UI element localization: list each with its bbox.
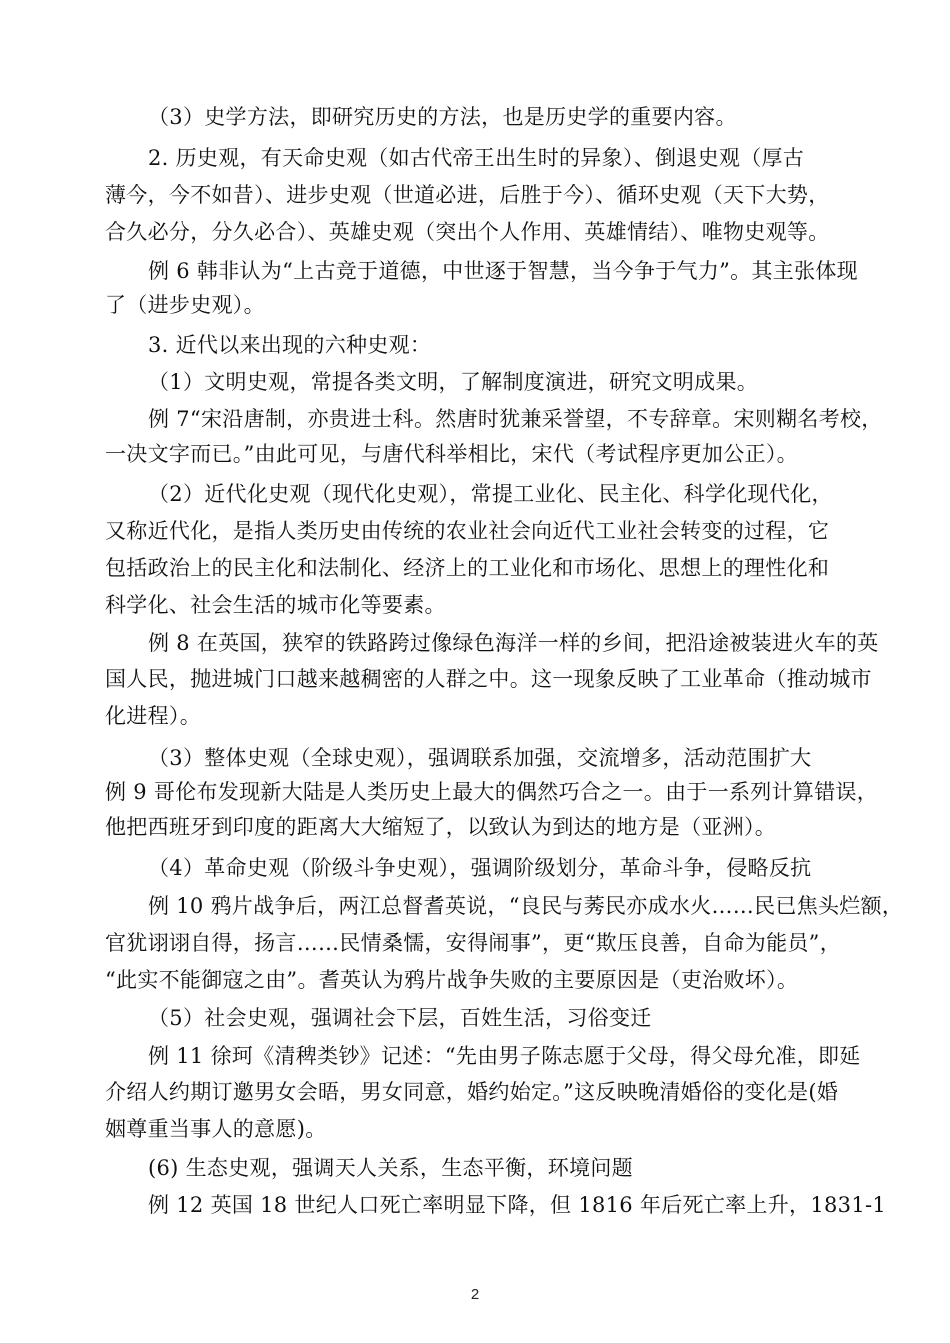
paragraph-line: 一决文字而已。”由此可见，与唐代科举相比，宋代（考试程序更加公正）。 [105, 442, 798, 466]
paragraph-line: 例 9 哥伦布发现新大陆是人类历史上最大的偶然巧合之一。由于一系列计算错误， [105, 780, 879, 804]
paragraph-line: 又称近代化，是指人类历史由传统的农业社会向近代工业社会转变的过程，它 [105, 519, 830, 543]
paragraph-line: 了（进步史观）。 [105, 293, 265, 317]
paragraph-line: 2. 历史观，有天命史观（如古代帝王出生时的异象）、倒退史观（厚古 [148, 146, 805, 170]
paragraph-line: 例 6 韩非认为“上古竞于道德，中世逐于智慧，当今争于气力”。其主张体现 [148, 259, 858, 283]
page-number: 2 [470, 1286, 480, 1303]
paragraph-line: 官犹诩诩自得，扬言……民情桑懦，安得闹事”，更“欺压良善，自命为能员”， [105, 931, 842, 955]
paragraph-line: 合久必分，分久必合）、英雄史观（突出个人作用、英雄情结）、唯物史观等。 [105, 220, 830, 244]
paragraph-line: 国人民，抛进城门口越来越稠密的人群之中。这一现象反映了工业革命（推动城市 [105, 667, 872, 691]
paragraph-line: 例 8 在英国，狭窄的铁路跨过像绿色海洋一样的乡间，把沿途被装进火车的英 [148, 631, 879, 655]
paragraph-line: “此实不能御寇之由”。耆英认为鸦片战争失败的主要原因是（吏治败坏）。 [105, 968, 799, 992]
paragraph-line: (6) 生态史观，强调天人关系，生态平衡，环境问题 [148, 1156, 633, 1180]
paragraph-line: 例 11 徐珂《清稗类钞》记述：“先由男子陈志愿于父母，得父母允准，即延 [148, 1044, 861, 1068]
paragraph-line: 3. 近代以来出现的六种史观： [148, 333, 432, 357]
paragraph-line: （4）革命史观（阶级斗争史观），强调阶级划分，革命斗争，侵略反抗 [148, 856, 812, 880]
paragraph-line: （3）史学方法，即研究历史的方法，也是历史学的重要内容。 [148, 105, 737, 129]
paragraph-line: 例 7“宋沿唐制，亦贵进士科。然唐时犹兼采誉望，不专辞章。宋则糊名考校， [148, 407, 883, 431]
paragraph-line: 例 10 鸦片战争后，两江总督耆英说，“良民与莠民亦成水火……民已焦头烂额， [148, 894, 904, 918]
paragraph-line: 他把西班牙到印度的距离大大缩短了，以致认为到达的地方是（亚洲）。 [105, 815, 777, 839]
paragraph-line: （1）文明史观，常提各类文明，了解制度演进，研究文明成果。 [148, 370, 759, 394]
paragraph-line: （5）社会史观，强调社会下层，百姓生活，习俗变迁 [148, 1006, 652, 1030]
paragraph-line: 包括政治上的民主化和法制化、经济上的工业化和市场化、思想上的理性化和 [105, 556, 830, 580]
paragraph-line: （2）近代化史观（现代化史观），常提工业化、民主化、科学化现代化， [148, 482, 833, 506]
paragraph-line: （3）整体史观（全球史观），强调联系加强，交流增多，活动范围扩大 [148, 746, 812, 770]
paragraph-line: 科学化、社会生活的城市化等要素。 [105, 593, 446, 617]
paragraph-line: 化进程）。 [105, 704, 201, 728]
paragraph-line: 介绍人约期订邀男女会晤，男女同意，婚约始定。”这反映晚清婚俗的变化是(婚 [105, 1080, 839, 1104]
paragraph-line: 姻尊重当事人的意愿)。 [105, 1117, 327, 1141]
paragraph-line: 例 12 英国 18 世纪人口死亡率明显下降，但 1816 年后死亡率上升，1831-1 [148, 1193, 887, 1217]
paragraph-line: 薄今，今不如昔）、进步史观（世道必进，后胜于今）、循环史观（天下大势， [105, 183, 830, 207]
